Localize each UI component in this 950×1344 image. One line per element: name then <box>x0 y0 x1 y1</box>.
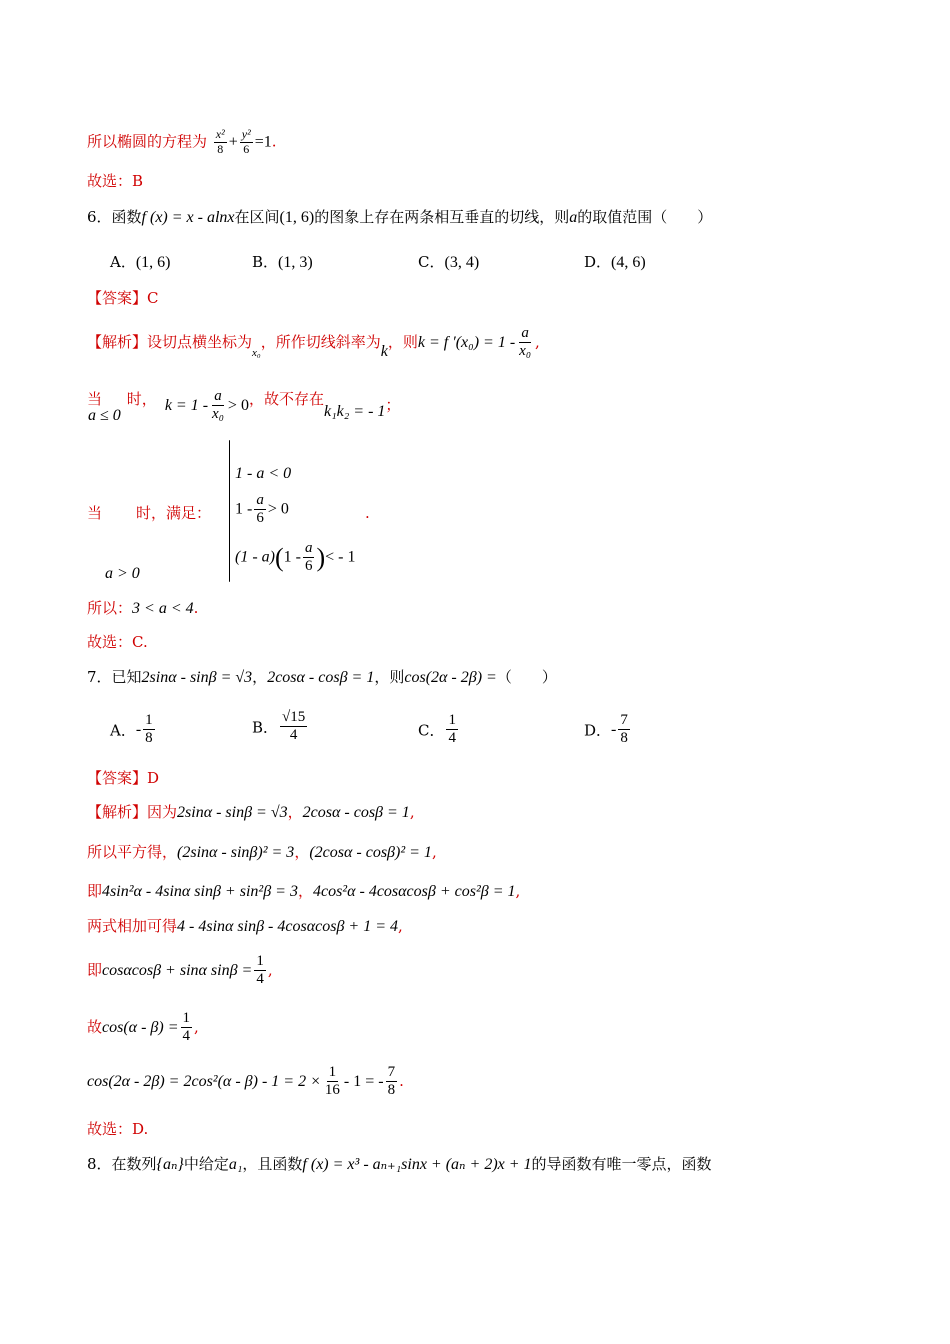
case-1 <box>87 388 400 424</box>
q8-mid2: ，且函数 <box>242 1155 303 1173</box>
q8-sequence: {aₙ} <box>156 1156 184 1173</box>
option-sign: - <box>611 720 617 738</box>
option-label: B． <box>252 718 279 737</box>
fraction-a-x0 <box>210 388 226 424</box>
comma: , <box>431 843 437 861</box>
q6-mid: 在区间 <box>234 208 280 226</box>
q6-end: 的取值范围（ ） <box>577 208 713 226</box>
answer-7: 【答案】D <box>87 769 160 787</box>
sys3-post: < - 1 <box>325 548 356 566</box>
option-fraction <box>143 712 155 748</box>
sys2-post: > 0 <box>267 500 289 518</box>
q7-end: （ ） <box>496 668 557 686</box>
option-fraction <box>280 709 307 745</box>
q7-prefix: 7．已知 <box>87 668 142 686</box>
comma: , <box>194 1017 199 1036</box>
fraction-numerator: 7 <box>618 712 630 730</box>
jx7-sep: ， <box>287 803 303 821</box>
comma: , <box>409 803 415 821</box>
analysis-6 <box>87 325 540 361</box>
q8-function: f (x) = x³ - aₙ₊₁sinx + (aₙ + 2)x + 1 <box>302 1156 532 1173</box>
fraction-denominator: 6 <box>304 558 313 575</box>
left-paren: ( <box>274 542 284 572</box>
ji-a: 即 <box>87 882 103 900</box>
fraction-denominator: 8 <box>217 141 224 156</box>
semicolon: ； <box>385 395 401 414</box>
so-6-a: 所以： <box>87 599 133 617</box>
ellipse-text: 所以椭圆的方程为 <box>87 132 208 151</box>
fraction-a-x0 <box>517 325 533 361</box>
fraction-a-6 <box>254 492 266 528</box>
jx7-eq1: 2sinα - sinβ = √3 <box>177 804 288 821</box>
expand-step <box>87 884 520 900</box>
choose-7: 故选：D. <box>87 1120 149 1138</box>
q7-eq3: cos(2α - 2β) = <box>404 669 497 686</box>
option-label: C． <box>418 253 445 271</box>
q7-eq1: 2sinα - sinβ = √3 <box>141 669 253 686</box>
so-6 <box>87 601 198 617</box>
fraction-y2-6 <box>240 128 253 157</box>
q6-suffix: 的图象上存在两条相互垂直的切线，则 <box>314 208 570 226</box>
period: . <box>271 132 277 151</box>
period: . <box>193 599 199 617</box>
so-6-eq: 3 < a < 4 <box>132 600 194 617</box>
case-2-b: 时，满足： <box>136 504 212 522</box>
sq-eq2: (2cosα - cosβ)² = 1 <box>309 844 432 861</box>
option-fraction <box>618 712 630 748</box>
ji-eq2: 4cos²α - 4cosαcosβ + cos²β = 1 <box>312 883 516 900</box>
system-brace <box>229 440 230 582</box>
sys2-pre: 1 - <box>235 500 253 518</box>
comma: , <box>535 332 540 351</box>
square-a: 所以平方得， <box>87 843 178 861</box>
comma: , <box>515 882 521 900</box>
case-1-a: 当 <box>87 389 103 408</box>
fraction-numerator: 1 <box>254 953 266 971</box>
fraction-1-16 <box>323 1064 342 1100</box>
q7-option-c <box>418 712 460 748</box>
square-step <box>87 845 437 861</box>
fraction-denominator: x₀ <box>212 406 224 423</box>
fraction-numerator: a <box>519 325 531 343</box>
case-1-cond: a ≤ 0 <box>88 406 121 424</box>
q6-interval: (1, 6) <box>279 209 315 226</box>
k1k2: k₁k₂ = - 1 <box>323 402 386 420</box>
ji2-a: 即 <box>87 960 103 979</box>
jx7-eq2: 2cosα - cosβ = 1 <box>302 804 410 821</box>
analysis-7 <box>87 805 415 821</box>
fraction-numerator: 1 <box>181 1010 193 1028</box>
option-label: D． <box>584 253 612 271</box>
period: . <box>399 1071 404 1090</box>
sq-sep: ， <box>294 843 310 861</box>
system-line-1: 1 - a < 0 <box>235 465 292 482</box>
right-paren: ) <box>316 542 326 572</box>
option-label: C． <box>418 721 445 740</box>
fraction-numerator: x² <box>215 127 225 141</box>
q6-function: f (x) = x - alnx <box>141 209 235 226</box>
case-1-b: 时， <box>126 389 157 408</box>
fraction-denominator: 4 <box>448 730 456 747</box>
fraction-numerator: 7 <box>386 1064 398 1082</box>
case-2-label <box>87 506 211 521</box>
fraction-numerator: 1 <box>143 712 155 730</box>
fraction-denominator: 8 <box>145 730 153 747</box>
system-line-2 <box>235 492 289 528</box>
fin-eq: cos(2α - 2β) = 2cos²(α - β) - 1 = 2 × <box>87 1072 321 1090</box>
option-fraction <box>446 712 458 748</box>
fraction-1-4 <box>181 1010 193 1046</box>
k: k <box>380 342 388 360</box>
analysis-6-b: ，所作切线斜率为 <box>260 332 381 351</box>
q7-mid: ，则 <box>374 668 405 686</box>
option-value: (4, 6) <box>611 254 646 271</box>
q6-option-d <box>584 251 646 272</box>
case-2-a: 当 <box>87 504 103 522</box>
plus-sign: + <box>228 133 238 151</box>
answer-6: 【答案】C <box>87 289 159 307</box>
add-a: 两式相加可得 <box>87 917 178 935</box>
q8-end: 的导函数有唯一零点，函数 <box>531 1155 712 1173</box>
q6-option-b <box>252 251 313 272</box>
fraction-numerator: 1 <box>327 1064 339 1082</box>
option-label: D． <box>584 721 612 740</box>
q6-option-a <box>110 251 171 272</box>
ellipse-conclusion <box>87 128 277 157</box>
q8-a1: a₁ <box>228 1156 243 1173</box>
option-label: B． <box>252 253 279 271</box>
fraction-denominator: x₀ <box>519 343 532 360</box>
ji-eq1: 4sin²α - 4sinα sinβ + sin²β = 3 <box>102 883 298 900</box>
q7-option-a <box>110 712 157 748</box>
fraction-denominator: 6 <box>256 510 264 527</box>
sq-eq1: (2sinα - sinβ)² = 3 <box>177 844 295 861</box>
comma: , <box>267 960 273 979</box>
system-line-3 <box>235 540 356 576</box>
case-2-dot: . <box>365 504 370 522</box>
fraction-denominator: 8 <box>620 730 628 747</box>
fraction-denominator: 8 <box>387 1082 396 1099</box>
sys3-pre: (1 - a) <box>235 548 275 566</box>
fraction-numerator: a <box>254 492 266 510</box>
fraction-numerator: a <box>212 388 224 406</box>
equation-tail: =1 <box>254 133 272 151</box>
q6-variable: a <box>569 209 578 226</box>
option-value: (1, 3) <box>278 254 313 271</box>
fin-mid: - 1 = - <box>343 1072 384 1090</box>
comma: , <box>398 917 403 935</box>
fraction-a-6 <box>303 540 315 576</box>
fraction-numerator: √15 <box>280 709 307 727</box>
analysis-6-a: 【解析】设切点横坐标为 <box>87 332 253 351</box>
analysis-6-c: ，则 <box>387 332 418 351</box>
final-step <box>87 1064 404 1100</box>
case-1-eq: k = 1 - <box>164 396 209 414</box>
x0: x₀ <box>252 346 261 359</box>
fraction-denominator: 4 <box>182 1028 190 1045</box>
q6-prefix: 6．函数 <box>87 208 142 226</box>
fraction-numerator: y² <box>241 127 251 141</box>
fraction-denominator: 4 <box>256 971 264 988</box>
add-eq: 4 - 4sinα sinβ - 4cosαcosβ + 1 = 4 <box>177 918 398 935</box>
q7-option-d <box>584 712 632 748</box>
question-8 <box>87 1157 712 1173</box>
q6-option-c <box>418 251 479 272</box>
q7-option-b <box>252 709 309 745</box>
q7-sep: ， <box>252 668 268 686</box>
option-label: A． <box>110 721 136 740</box>
add-step <box>87 919 403 935</box>
gu-a: 故 <box>87 1017 103 1036</box>
q8-prefix: 8．在数列 <box>87 1155 157 1173</box>
fraction-7-8 <box>386 1064 398 1100</box>
option-sign: - <box>135 720 142 738</box>
gu-step <box>87 1010 199 1046</box>
slope-eq: k = f ′(x₀) = 1 - <box>417 333 516 351</box>
fraction-numerator: a <box>303 540 315 558</box>
fraction-denominator: 4 <box>289 727 298 744</box>
ji2-eq: cosαcosβ + sinα sinβ = <box>102 961 253 979</box>
sys3-mid: 1 - <box>283 548 301 566</box>
ji2-step <box>87 953 273 989</box>
case-1-c: ，故不存在 <box>248 389 324 408</box>
analysis-7-a: 【解析】因为 <box>87 803 178 821</box>
gu-eq: cos(α - β) = <box>102 1018 179 1036</box>
choose-6: 故选：C. <box>87 633 148 651</box>
case-2-cond: a > 0 <box>105 565 140 582</box>
fraction-1-4 <box>254 953 266 989</box>
q7-eq2: 2cosα - cosβ = 1 <box>267 669 375 686</box>
ji-sep: ， <box>297 882 313 900</box>
fraction-denominator: 16 <box>324 1082 340 1099</box>
question-7 <box>87 670 557 686</box>
question-6 <box>87 210 712 226</box>
q8-mid: 中给定 <box>183 1155 229 1173</box>
option-label: A． <box>110 253 136 271</box>
case-1-gt: > 0 <box>227 396 249 414</box>
option-value: (1, 6) <box>135 254 171 271</box>
option-value: (3, 4) <box>444 254 480 271</box>
fraction-numerator: 1 <box>446 712 458 730</box>
answer-choice-5: 故选：B <box>87 172 144 190</box>
fraction-denominator: 6 <box>243 141 250 156</box>
fraction-x2-8 <box>214 128 227 157</box>
